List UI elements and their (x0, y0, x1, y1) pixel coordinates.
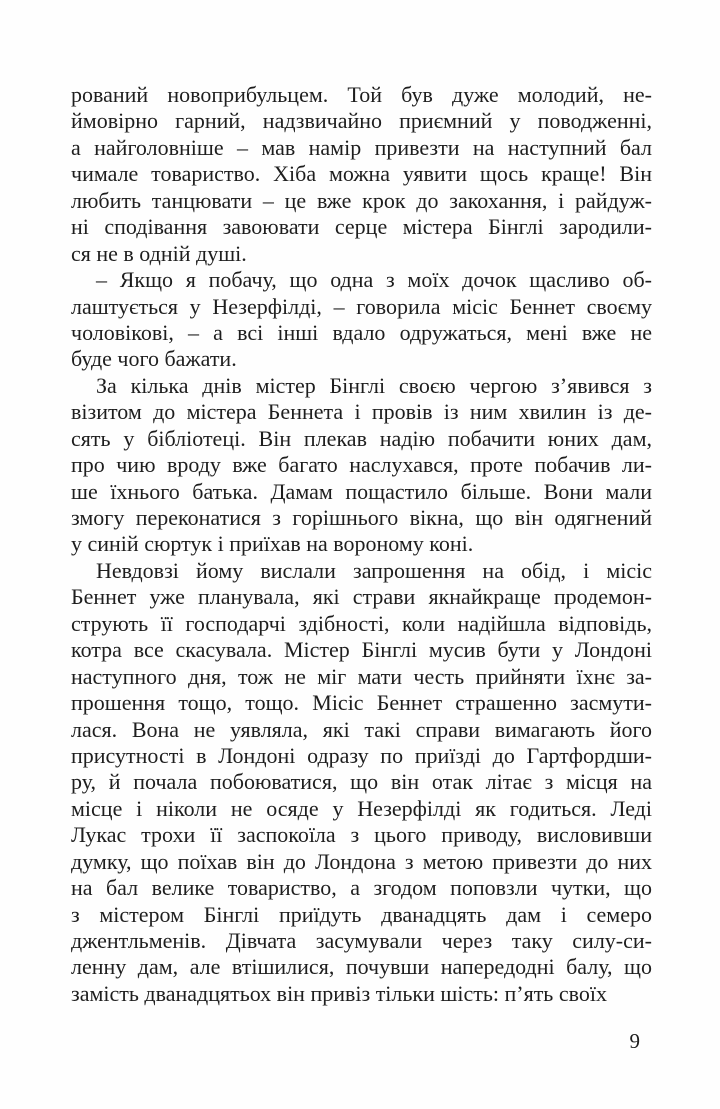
text-line: про чию вроду вже багато наслухався, проте побачив ли- (71, 452, 652, 478)
text-line: у синій сюртук і приїхав на вороному коні. (71, 531, 474, 557)
text-line: Невдовзі йому вислали запрошення на обід, і місіс (96, 557, 652, 583)
text-line: джентльменів. Дівчата засумували через таку силу-си- (71, 928, 652, 953)
text-line: струють її господарчі здібності, коли надійшла відповідь, (71, 610, 652, 636)
paragraph (71, 267, 652, 373)
text-line: лася. Вона не уявляла, які такі справи вимагають його (71, 716, 652, 742)
text-line: лаштується у Незерфілді, – говорила місіс Беннет своєму (71, 293, 652, 319)
text-line: чоловікові, – а всі інші вдало одружаться, мені вже не (71, 319, 652, 345)
text-line: ні сподівання завоювати серце містера Бінглі зародили- (71, 214, 652, 240)
text-line: з містером Бінглі приїдуть дванадцять дам і семеро (71, 901, 652, 927)
text-line: візитом до містера Беннета і провів із ним хвилин із де- (71, 399, 652, 425)
text-line: котра все скасувала. Містер Бінглі мусив бути у Лондоні (71, 637, 652, 663)
text-line: буде чого бажати. (71, 346, 237, 372)
text-line: а найголовніше – мав намір привезти на наступний бал (71, 134, 652, 160)
text-line: місце і ніколи не осяде у Незерфілді як годиться. Леді (71, 795, 652, 821)
text-line: ленну дам, але втішилися, почувши напередодні балу, що (71, 954, 652, 980)
paragraph (71, 373, 652, 558)
text-line: Беннет уже планувала, які страви якнайкраще продемон- (71, 584, 652, 610)
text-line: чимале товариство. Хіба можна уявити щось краще! Він (71, 161, 652, 187)
paragraph (71, 82, 652, 267)
text-line: наступного дня, тож не міг мати честь прийняти їхнє за- (71, 663, 652, 689)
text-line: За кілька днів містер Бінглі своєю чергою з’явився з (96, 372, 652, 398)
text-line: замість дванадцятьох він привіз тільки шість: п’ять своїх (71, 980, 607, 1006)
text-line: рований новоприбульцем. Той був дуже молодий, не- (71, 82, 652, 107)
text-line: змогу переконатися з горішнього вікна, що він одягнений (71, 505, 652, 530)
text-line: – Якщо я побачу, що одна з моїх дочок щасливо об- (96, 267, 652, 293)
text-line: прошення тощо, тощо. Місіс Беннет страшенно засмути- (71, 690, 652, 716)
text-line: ше їхнього батька. Дамам пощастило більше. Вони мали (71, 478, 652, 504)
text-line: на бал велике товариство, а згодом поповзли чутки, що (71, 875, 652, 901)
text-line: ймовірно гарний, надзвичайно приємний у поводженні, (71, 108, 652, 134)
text-line: ру, й почала побоюватися, що він отак літає з місця на (71, 769, 652, 795)
paragraph (71, 558, 652, 1007)
page-number: 9 (629, 1029, 640, 1053)
text-line: Лукас трохи її заспокоїла з цього приводу, висловивши (71, 822, 652, 848)
text-line: сять у бібліотеці. Він плекав надію побачити юних дам, (71, 425, 652, 451)
text-line: присутності в Лондоні одразу по приїзді до Гартфордши- (71, 742, 652, 768)
text-line: любить танцювати – це вже крок до закохання, і райдуж- (71, 187, 652, 213)
page-text (71, 82, 652, 1007)
text-line: думку, що поїхав він до Лондона з метою привезти до них (71, 848, 652, 874)
text-line: ся не в одній душі. (71, 240, 247, 266)
